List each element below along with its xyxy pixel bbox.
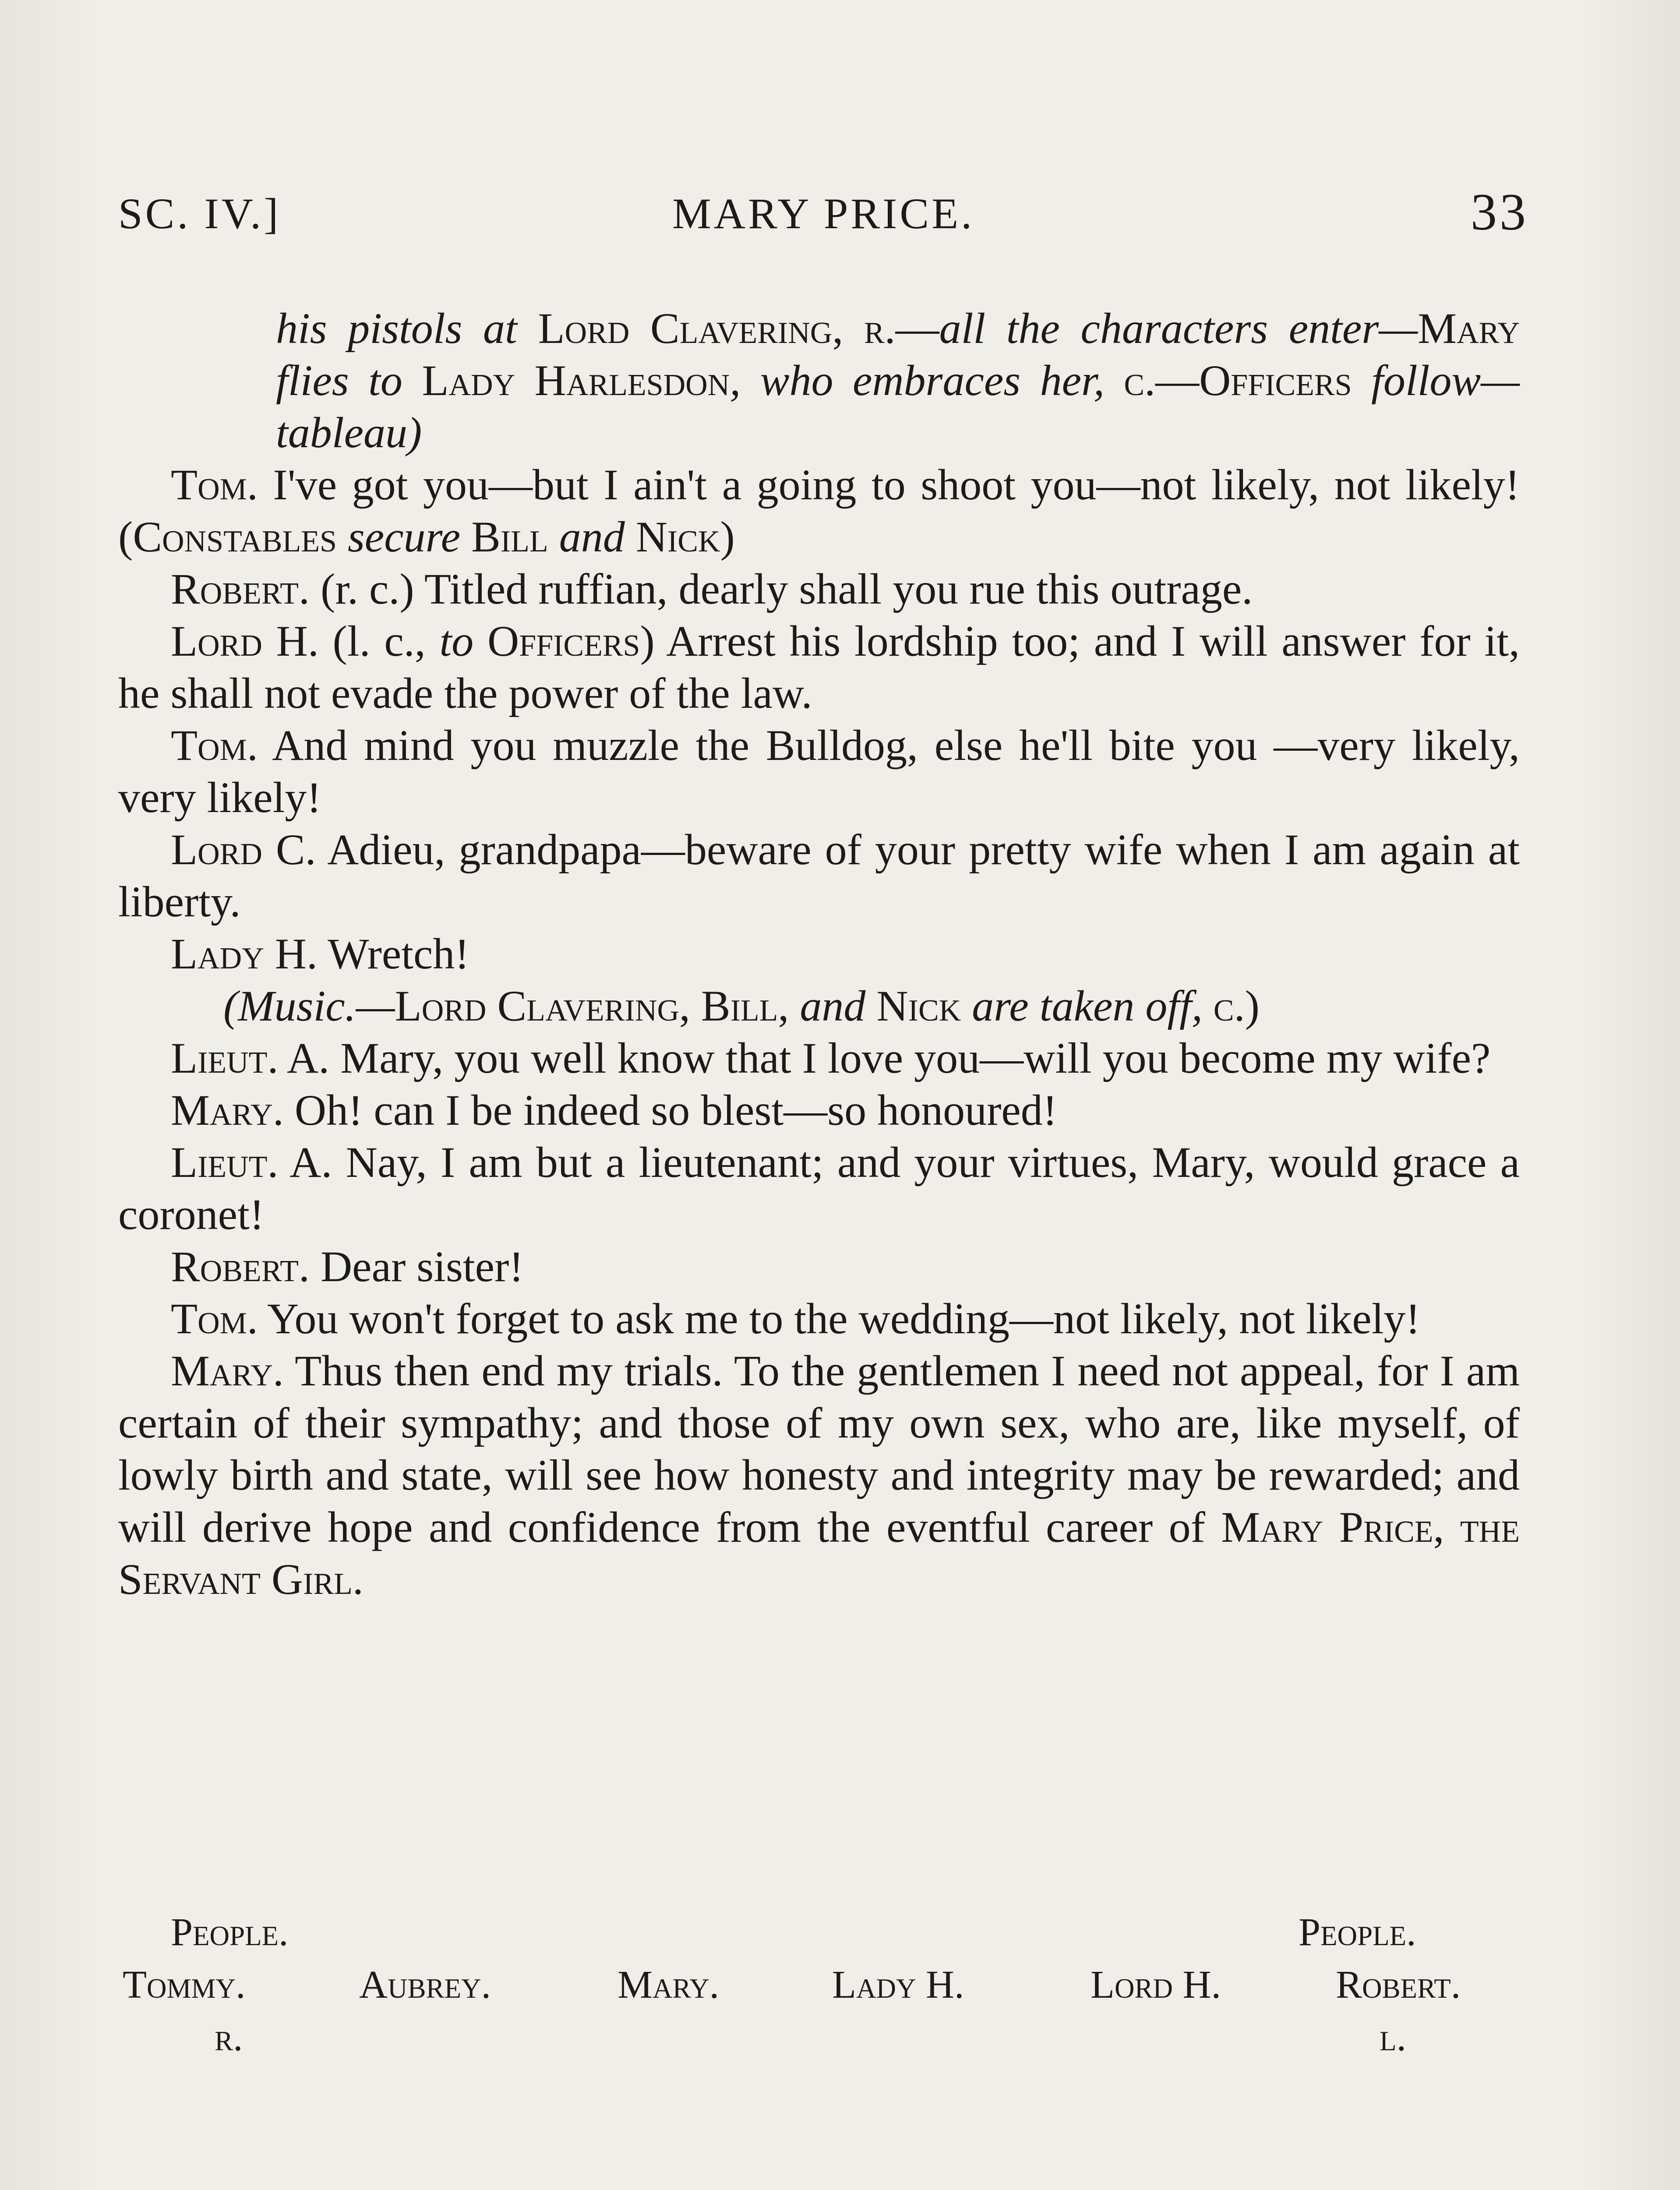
dialogue-line: Lord H. (l. c., to Officers) Arrest his lordship too; and I will answer for it, he shall not evade the power of the law. xyxy=(118,617,1520,717)
running-title: MARY PRICE. xyxy=(672,189,975,238)
dialogue-line: Robert. (r. c.) Titled ruffian, dearly shall you rue this outrage. xyxy=(171,565,1253,613)
speaker: Robert. xyxy=(171,1242,310,1291)
stage-direction: his pistols at Lord Clavering, r.—all the characters enter—Mary flies to Lady Harlesdon, who embraces her, c.—Officers follow—tableau) xyxy=(276,304,1520,457)
position-name: Mary. xyxy=(618,1963,720,2006)
speaker: Lord C. xyxy=(171,825,316,874)
position-name: Aubrey. xyxy=(359,1963,491,2006)
speaker: Lady H. xyxy=(171,929,318,978)
position-name: Robert. xyxy=(1336,1963,1461,2006)
speaker: Lord H. xyxy=(171,617,319,665)
dialogue-line: Tom. You won't forget to ask me to the wedding—not likely, not likely! xyxy=(171,1294,1420,1343)
dialogue-line: Tom. I've got you—but I ain't a going to shoot you—not likely, not likely! (Constables secure Bill and Nick) xyxy=(118,460,1520,561)
scene-label: SC. IV.] xyxy=(118,189,281,238)
stage-positions xyxy=(118,1910,1520,2067)
speaker: Mary. xyxy=(171,1086,284,1134)
position-name: Lady H. xyxy=(832,1963,964,2006)
speaker: Lieut. A. xyxy=(171,1034,330,1082)
dialogue-line: Lord C. Adieu, grandpapa—beware of your pretty wife when I am again at liberty. xyxy=(118,825,1520,926)
dialogue-line: Mary. Thus then end my trials. To the gentlemen I need not appeal, for I am certain of their sympathy; and those of my own sex, who are, like myself, of lowly birth and state, will see how honesty and integrity may be rewarded; and will derive hope and confidence from the eventful career of Mary Price, the Servant Girl. xyxy=(118,1346,1520,1604)
speaker: Tom. xyxy=(171,1294,258,1343)
dialogue-line: Lady H. Wretch! xyxy=(171,929,469,978)
dialogue-line: Robert. Dear sister! xyxy=(171,1242,524,1291)
speaker: Robert. xyxy=(171,565,310,613)
position-name: Tommy. xyxy=(123,1963,246,2006)
dialogue-line: Tom. And mind you muzzle the Bulldog, else he'll bite you —very likely, very likely! xyxy=(118,721,1520,822)
people-right-label: People. xyxy=(1299,1911,1416,1954)
dialogue-line: Lieut. A. Mary, you well know that I love you—will you become my wife? xyxy=(171,1034,1491,1082)
position-name: Lord H. xyxy=(1091,1963,1221,2006)
people-left-label: People. xyxy=(171,1911,289,1954)
speaker: Lieut. A. xyxy=(171,1138,332,1187)
stage-direction: (Music.—Lord Clavering, Bill, and Nick are taken off, c.) xyxy=(223,982,1260,1030)
side-right-label: l. xyxy=(1380,2016,1406,2059)
running-header xyxy=(118,175,1528,254)
speaker: Tom. xyxy=(171,721,258,770)
dialogue-line: Lieut. A. Nay, I am but a lieutenant; and your virtues, Mary, would grace a coronet! xyxy=(118,1138,1520,1239)
side-left-label: r. xyxy=(215,2016,243,2059)
speaker: Mary. xyxy=(171,1346,284,1395)
page-number: 33 xyxy=(1471,183,1528,241)
play-text xyxy=(118,302,1520,1605)
speaker: Tom. xyxy=(171,460,258,509)
dialogue-line: Mary. Oh! can I be indeed so blest—so honoured! xyxy=(171,1086,1058,1134)
